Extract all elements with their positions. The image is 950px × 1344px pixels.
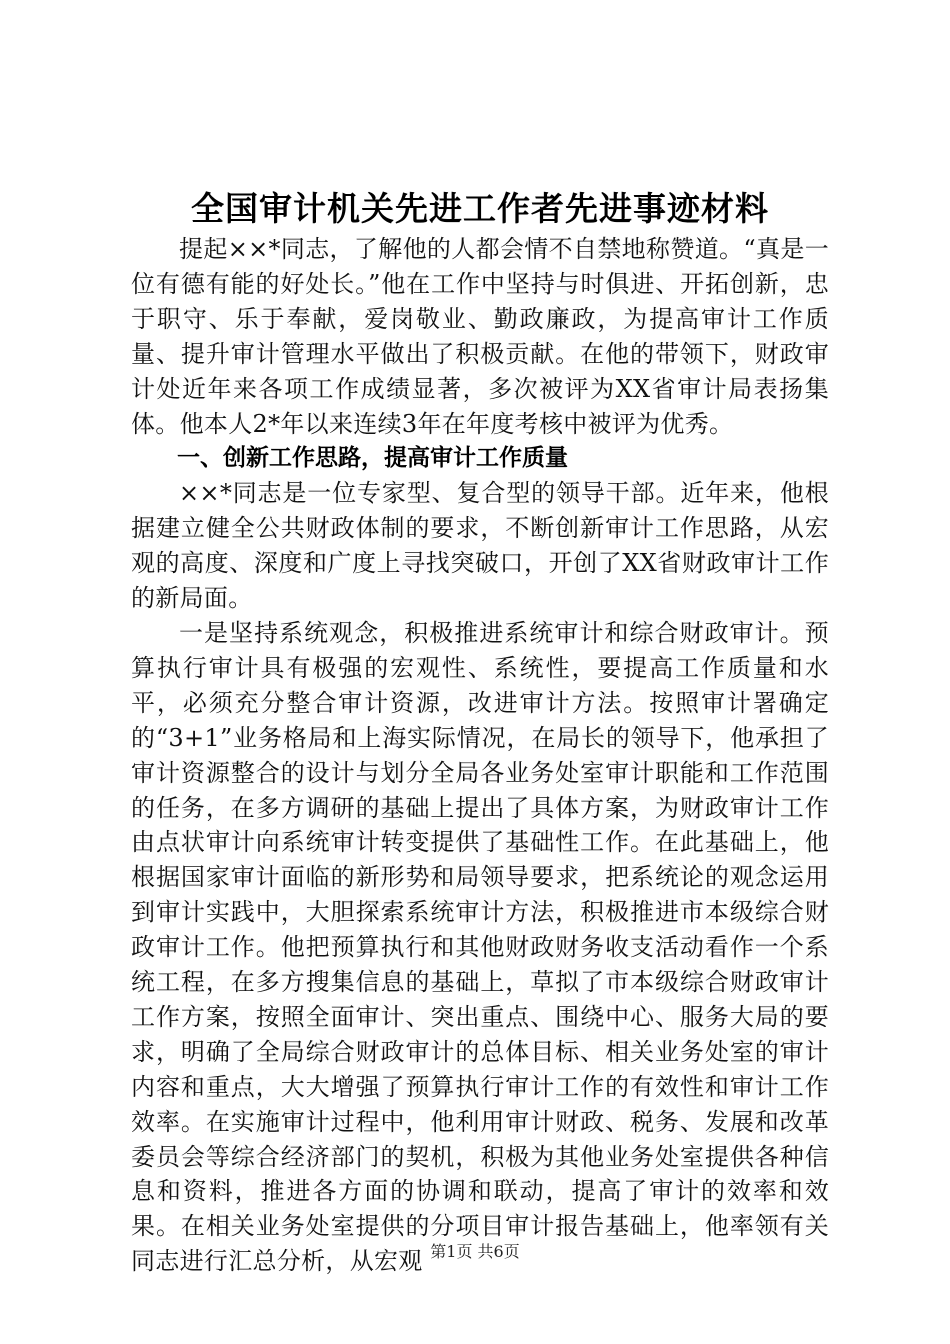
document-body [131, 186, 829, 1279]
section-paragraph-1: ××*同志是一位专家型、复合型的领导干部。近年来，他根据建立健全公共财政体制的要求，不断创新审计工作思路，从宏观的高度、深度和广度上寻找突破口，开创了XX省财政审计工作的新局面。 [131, 479, 829, 613]
section-heading: 一、创新工作思路，提高审计工作质量 [177, 445, 568, 472]
document-title: 全国审计机关先进工作者先进事迹材料 [191, 189, 769, 228]
intro-paragraph: 提起××*同志，了解他的人都会情不自禁地称赞道。“真是一位有德有能的好处长。”他在工作中坚持与时俱进、开拓创新，忠于职守、乐于奉献，爱岗敬业、勤政廉政，为提高审计工作质量、提升审计管理水平做出了积极贡献。在他的带领下，财政审计处近年来各项工作成绩显著，多次被评为XX省审计局表扬集体。他本人2*年以来连续3年在年度考核中被评为优秀。 [131, 235, 829, 438]
page-footer: 第1页 共6页 [430, 1242, 520, 1261]
section-paragraph-2: 一是坚持系统观念，积极推进系统审计和综合财政审计。预算执行审计具有极强的宏观性、系统性，要提高工作质量和水平，必须充分整合审计资源，改进审计方法。按照审计署确定的“3+1”业务格局和上海实际情况，在局长的领导下，他承担了审计资源整合的设计与划分全局各业务处室审计职能和工作范围的任务，在多方调研的基础上提出了具体方案，为财政审计工作由点状审计向系统审计转变提供了基础性工作。在此基础上，他根据国家审计面临的新形势和局领导要求，把系统论的观念运用到审计实践中，大胆探索系统审计方法，积极推进市本级综合财政审计工作。他把预算执行和其他财政财务收支活动看作一个系统工程，在多方搜集信息的基础上，草拟了市本级综合财政审计工作方案，按照全面审计、突出重点、围绕中心、服务大局的要求，明确了全局综合财政审计的总体目标、相关业务处室的审计内容和重点，大大增强了预算执行审计工作的有效性和审计工作效率。在实施审计过程中，他利用审计财政、税务、发展和改革委员会等综合经济部门的契机，积极为其他业务处室提供各种信息和资料，推进各方面的协调和联动，提高了审计的效率和效果。在相关业务处室提供的分项目审计报告基础上，他率领有关同志进行汇总分析，从宏观 [131, 618, 829, 1276]
